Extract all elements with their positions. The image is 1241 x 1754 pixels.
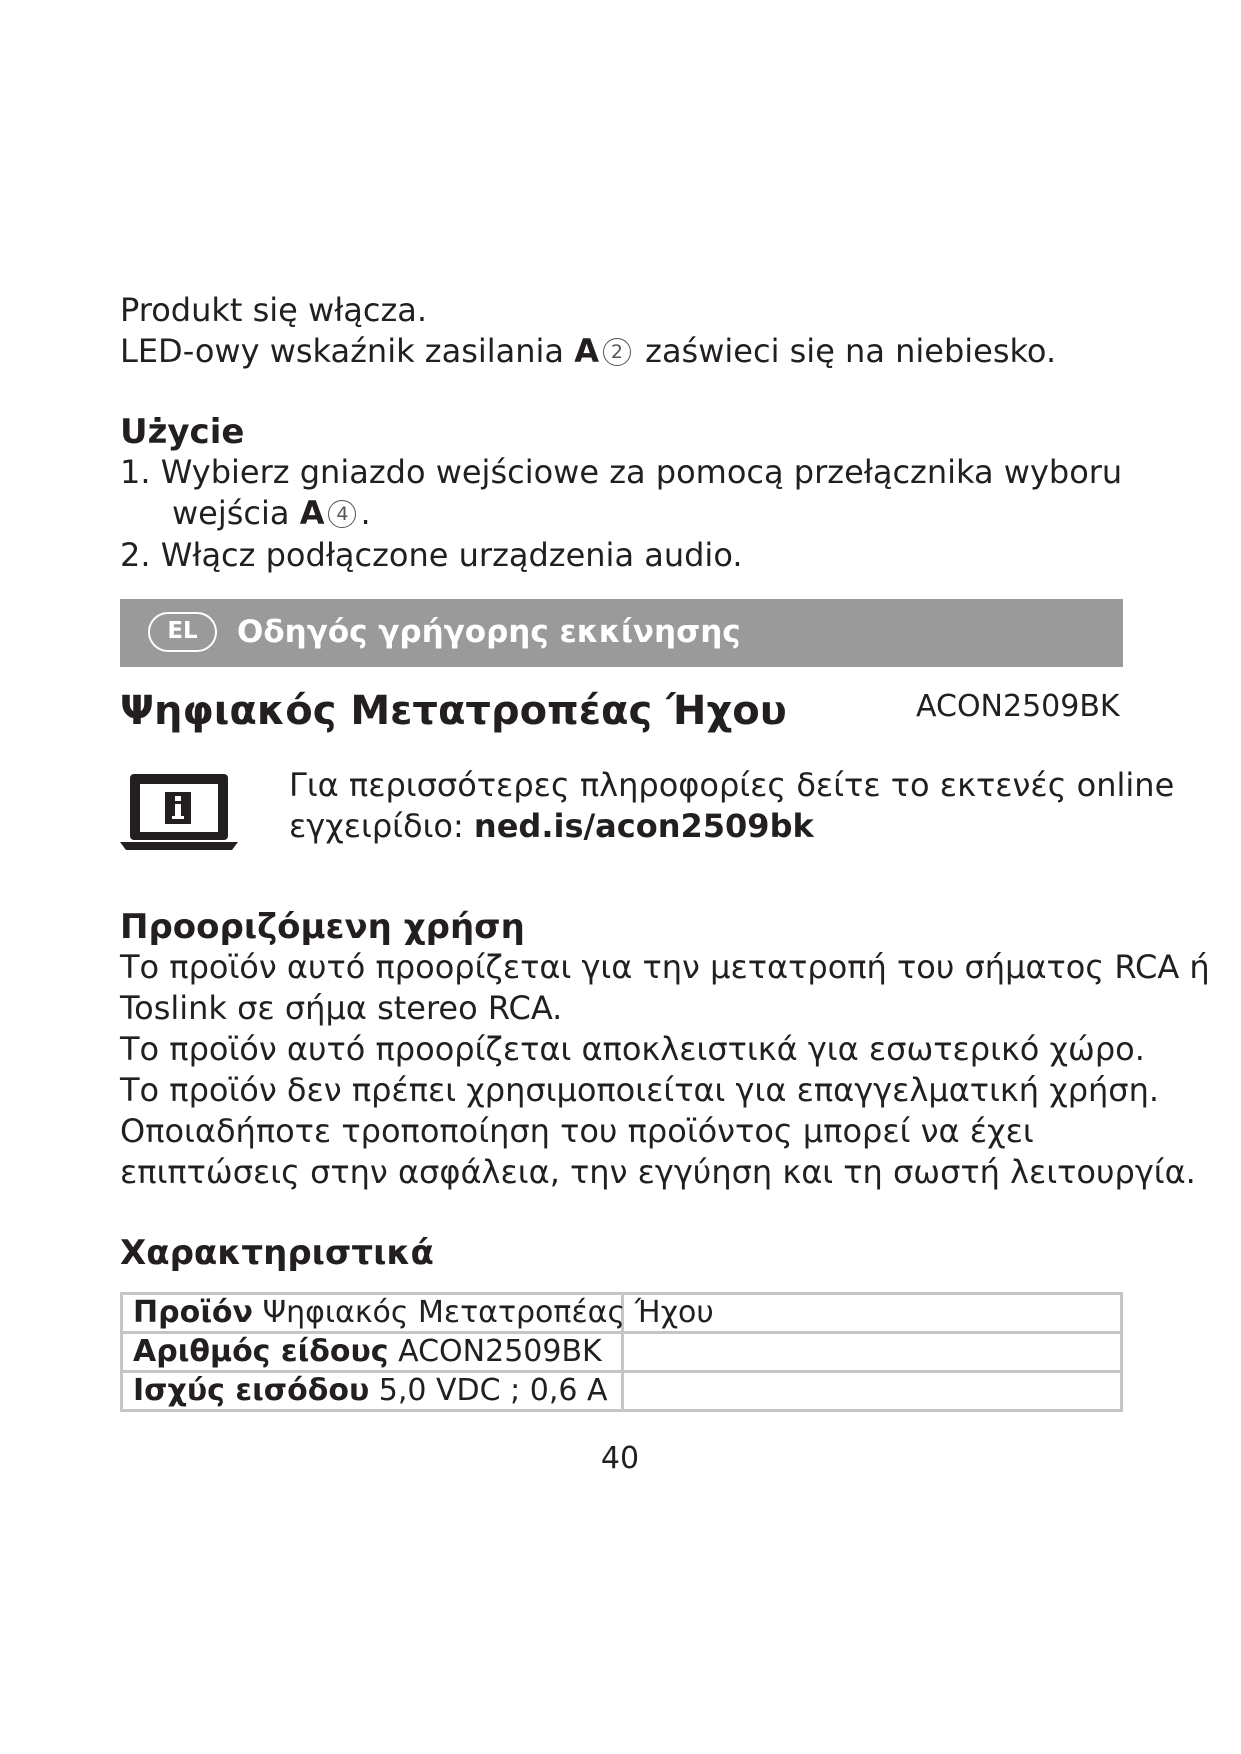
spec-cell	[122, 1294, 714, 1333]
language-badge: EL	[148, 612, 217, 652]
info-line-2-pre: εγχειρίδιο:	[289, 807, 474, 845]
usage-heading: Użycie	[120, 412, 245, 452]
info-line-1: Για περισσότερες πληροφορίες δείτε το εκτενές online	[289, 766, 1175, 804]
spec-cell-empty	[623, 1372, 1122, 1411]
product-code: ACON2509BK	[916, 689, 1120, 724]
ref-letter: A	[574, 332, 599, 370]
step-2-text: Włącz podłączone urządzenia audio.	[160, 536, 743, 574]
usage-step-2	[120, 535, 743, 576]
usage-step-1	[120, 452, 1122, 493]
banner-title: Οδηγός γρήγορης εκκίνησης	[237, 614, 741, 650]
spec-label: Προϊόν	[133, 1295, 253, 1330]
specs-heading: Χαρακτηριστικά	[120, 1233, 434, 1273]
step-1-end: .	[360, 494, 371, 532]
intro-line-2-post: zaświeci się na niebiesko.	[634, 332, 1057, 370]
table-row	[122, 1294, 1122, 1333]
specs-table	[120, 1292, 1123, 1412]
intended-use-line: Το προϊόν δεν πρέπει χρησιμοποιείται για επαγγελματική χρήση.	[120, 1071, 1160, 1109]
spec-cell	[122, 1333, 623, 1372]
intended-use-line: Το προϊόν αυτό προορίζεται για την μετατροπή του σήματος RCA ή	[120, 948, 1210, 986]
step-number: 1.	[120, 453, 151, 491]
table-row	[122, 1333, 1122, 1372]
intended-use-line: επιπτώσεις στην ασφάλεια, την εγγύηση και τη σωστή λειτουργία.	[120, 1153, 1196, 1191]
ref-number-circle: 2	[603, 338, 631, 366]
step-number: 2.	[120, 536, 151, 574]
product-title: Ψηφιακός Μετατροπέας Ήχου	[120, 688, 787, 734]
intro-line-1: Produkt się włącza.	[120, 291, 428, 329]
usage-step-1-cont	[172, 493, 371, 534]
laptop-info-icon	[118, 770, 246, 856]
table-row	[122, 1372, 1122, 1411]
spec-value: Ψηφιακός Μετατροπέας Ήχου	[262, 1295, 714, 1330]
step-1-text: Wybierz gniazdo wejściowe za pomocą przełącznika wyboru	[160, 453, 1123, 491]
info-line-2	[289, 806, 814, 847]
manual-link[interactable]: ned.is/acon2509bk	[473, 807, 814, 845]
spec-cell	[122, 1372, 623, 1411]
spec-value: ACON2509BK	[398, 1334, 602, 1369]
spec-value: 5,0 VDC ; 0,6 A	[378, 1373, 608, 1408]
intro-line-2-pre: LED-owy wskaźnik zasilania	[120, 332, 575, 370]
intended-use-heading: Προοριζόμενη χρήση	[120, 907, 525, 947]
spec-label: Αριθμός είδους	[133, 1334, 389, 1369]
language-banner	[120, 599, 1123, 667]
spec-cell-empty	[623, 1333, 1122, 1372]
page-number: 40	[600, 1441, 640, 1476]
intended-use-line: Το προϊόν αυτό προορίζεται αποκλειστικά για εσωτερικό χώρο.	[120, 1030, 1145, 1068]
intended-use-line: Οποιαδήποτε τροποποίηση του προϊόντος μπορεί να έχει	[120, 1112, 1034, 1150]
ref-number-circle: 4	[328, 500, 356, 528]
intended-use-line: Toslink σε σήμα stereo RCA.	[120, 989, 563, 1027]
ref-letter: A	[299, 494, 325, 532]
spec-label: Ισχύς εισόδου	[133, 1373, 370, 1408]
intro-line-2	[120, 331, 1056, 372]
step-1-text-cont: wejścia	[172, 494, 300, 532]
